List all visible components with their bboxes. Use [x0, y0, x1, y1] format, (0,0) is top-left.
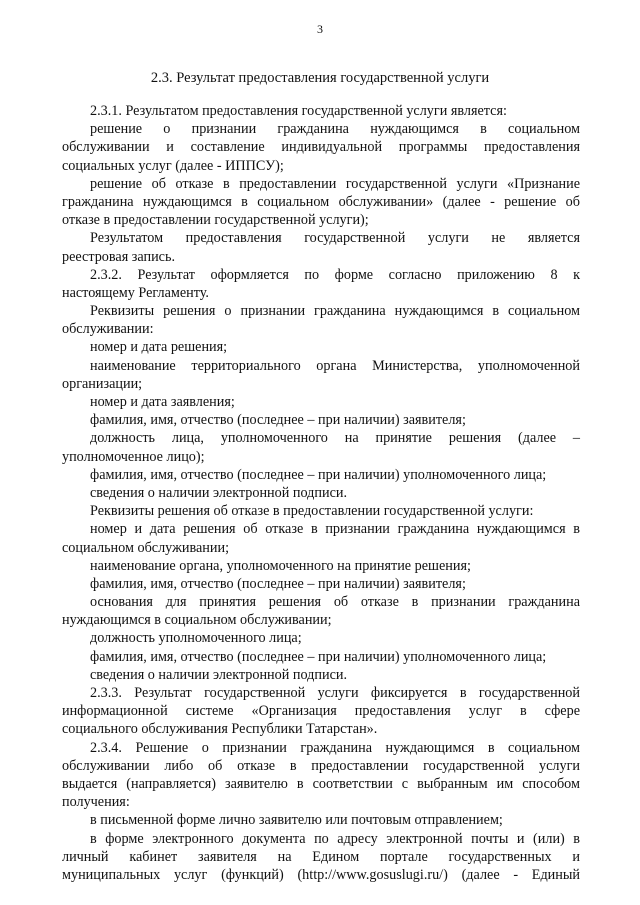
text-line: обслуживании: — [62, 321, 154, 338]
text-line: обслуживании либо об отказе в предоставлении государственной услуги — [62, 757, 580, 774]
text-line: решение о признании гражданина нуждающимся в социальном — [90, 121, 580, 138]
text-line: фамилия, имя, отчество (последнее – при наличии) заявителя; — [90, 412, 466, 429]
text-line: уполномоченное лицо); — [62, 448, 205, 465]
text-line: отказе в предоставлении государственной услуги); — [62, 212, 369, 229]
text-line: выдается (направляется) заявителю в соответствии с выбранным им способом — [62, 775, 580, 792]
text-line: обслуживании и составление индивидуальной программы предоставления — [62, 139, 580, 156]
text-line: социального обслуживания Республики Татарстан». — [62, 721, 378, 738]
text-line: настоящему Регламенту. — [62, 284, 209, 301]
text-line: социальных услуг (далее - ИППСУ); — [62, 157, 284, 174]
text-line: Реквизиты решения о признании гражданина нуждающимся в социальном — [90, 303, 580, 320]
text-line: социальном обслуживании; — [62, 539, 230, 556]
text-line: номер и дата заявления; — [90, 394, 235, 410]
text-line: 2.3.1. Результатом предоставления государственной услуги является: — [90, 103, 507, 119]
text-line: 2.3.3. Результат государственной услуги фиксируется в государственной — [90, 685, 580, 701]
text-line: организации; — [62, 375, 143, 392]
text-line: нуждающимся в социальном обслуживании; — [62, 612, 332, 629]
text-line: в письменной форме лично заявителю или почтовым отправлением; — [90, 812, 503, 829]
text-line: наименование территориального органа Министерства, уполномоченной — [90, 357, 580, 374]
text-line: должность уполномоченного лица; — [90, 630, 302, 647]
text-line: в форме электронного документа по адресу электронной почты и (или) в — [90, 830, 580, 847]
text-line: получения: — [62, 794, 130, 811]
section-title: 2.3. Результат предоставления государственной услуги — [150, 70, 490, 86]
page-number: 3 — [317, 22, 323, 36]
text-line: сведения о наличии электронной подписи. — [90, 666, 348, 683]
text-line: решение об отказе в предоставлении государственной услуги «Признание — [90, 175, 580, 192]
text-line: муниципальных услуг (функций) (http://www.gosuslugi.ru/) (далее - Единый — [62, 866, 580, 883]
text-line: основания для принятия решения об отказе в признании гражданина — [90, 594, 580, 611]
text-line: должность лица, уполномоченного на принятие решения (далее – — [90, 430, 580, 447]
text-line: Реквизиты решения об отказе в предоставлении государственной услуги: — [90, 503, 534, 520]
text-line: гражданина нуждающимся в социальном обслуживании» (далее - решение об — [62, 193, 580, 210]
text-line: 2.3.4. Решение о признании гражданина нуждающимся в социальном — [90, 739, 580, 756]
text-line: реестровая запись. — [62, 248, 175, 265]
text-line: наименование органа, уполномоченного на принятие решения; — [90, 557, 471, 574]
text-line: информационной системе «Организация предоставления услуг в сфере — [62, 703, 580, 720]
text-line: номер и дата решения об отказе в признании гражданина нуждающимся в — [90, 521, 580, 538]
text-line: личный кабинет заявителя на Едином портале государственных и — [62, 848, 580, 865]
text-line: 2.3.2. Результат оформляется по форме согласно приложению 8 к — [90, 266, 580, 283]
document-body — [62, 102, 580, 884]
text-line: фамилия, имя, отчество (последнее – при наличии) заявителя; — [90, 575, 466, 592]
text-line: Результатом предоставления государственной услуги не является — [90, 230, 580, 247]
text-line: сведения о наличии электронной подписи. — [90, 484, 348, 501]
text-line: фамилия, имя, отчество (последнее – при наличии) уполномоченного лица; — [90, 466, 547, 483]
text-line: номер и дата решения; — [90, 339, 228, 356]
text-line: фамилия, имя, отчество (последнее – при наличии) уполномоченного лица; — [90, 648, 547, 665]
